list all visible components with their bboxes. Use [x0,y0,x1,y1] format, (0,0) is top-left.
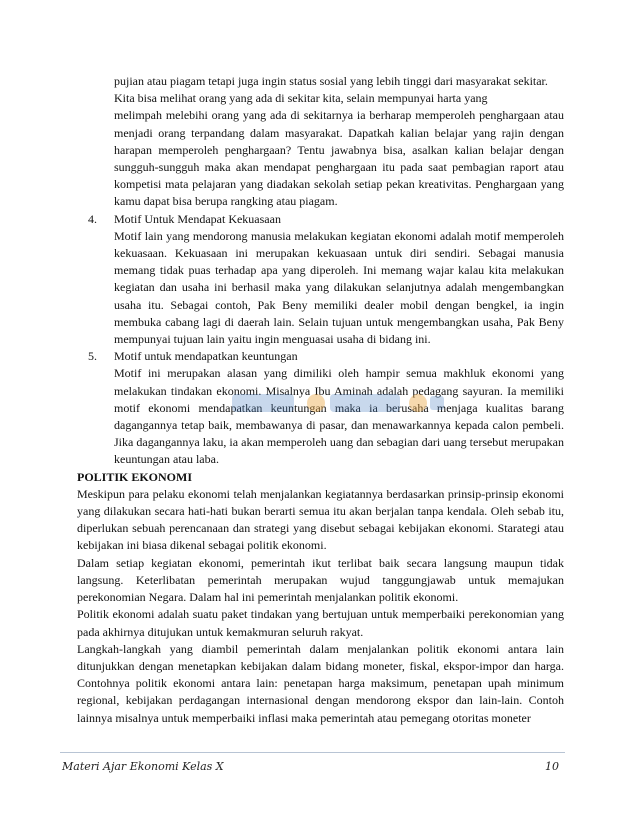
intro-line-2: Kita bisa melihat orang yang ada di sekitar kita, selain mempunyai harta yang [114,91,488,106]
footer-divider [60,752,565,753]
list-item-5 [88,348,564,468]
intro-block [114,73,564,211]
list-item-title: Motif Untuk Mendapat Kekuasaan [114,211,281,226]
section-paragraph: Politik ekonomi adalah suatu paket tindakan yang bertujuan untuk memperbaiki perekonomian yang pada akhirnya ditujukan untuk kemakmuran seluruh rakyat. [77,607,564,639]
section-paragraph: Dalam setiap kegiatan ekonomi, pemerintah ikut terlibat baik secara langsung maupun tidak langsung. Keterlibatan pemerintah merupakan wujud tanggungjawab untuk memajukan perekonomian Negara. Dalam hal ini pemerintah menjalankan politik ekonomi. [77,555,564,605]
section-heading: POLITIK EKONOMI [77,469,193,484]
list-item-4 [88,211,564,349]
list-item-title: Motif untuk mendapatkan keuntungan [114,349,298,364]
list-item-body: Motif ini merupakan alasan yang dimiliki oleh hampir semua makhluk ekonomi yang melakukan tindakan ekonomi. Misalnya Ibu Aminah adalah pedagang sayuran. Ia memiliki motif ekonomi mendapatkan keuntungan maka ia berusaha menjaga kualitas barang dagangannya tetap baik, membawanya di pasar, dan menawarkannya kepada calon pembeli. Jika dagangannya laku, ia akan memperoleh uang dan sebagian dari uang tersebut merupakan keuntungan atau laba. [114,366,564,467]
list-item-body: Motif lain yang mendorong manusia melakukan kegiatan ekonomi adalah motif memperoleh kekuasaan. Kekuasaan ini merupakan kekuasaan untuk diri sendiri. Sebagai manusia memang tidak puas terhadap apa yang diperoleh. Ini memang wajar kalau kita melakukan kegiatan dan usaha ini berhasil maka yang dilakukan selanjutnya adalah mengembangkan usaha itu. Sebagai contoh, Pak Beny memiliki dealer mobil dengan bengkel, ia ingin membuka cabang lagi di daerah lain. Selain tujuan untuk mengembangkan usaha, Pak Beny mempunyai tujuan lain yaitu ingin menguasai usaha di bidang ini. [114,228,564,347]
section-body [77,486,564,727]
page-number: 10 [545,760,559,773]
section-paragraph: Meskipun para pelaku ekonomi telah menjalankan kegiatannya berdasarkan prinsip-prinsip ekonomi yang dilakukan secara hati-hati bukan berarti semua itu akan berjalan tanpa kendala. Oleh sebab itu, diperlukan sebuah perencanaan dan strategi yang disebut sebagai kebijakan ekonomi. Starategi atau kebijakan ini biasa dikenal sebagai politik ekonomi. [77,486,564,553]
intro-line-1: pujian atau piagam tetapi juga ingin status sosial yang lebih tinggi dari masyarakat sekitar. [114,74,548,88]
list-number: 4. [88,211,97,226]
footer-title: Materi Ajar Ekonomi Kelas X [62,760,224,773]
page-content [77,73,564,727]
intro-line-3: melimpah melebihi orang yang ada di sekitarnya ia berharap memperoleh penghargaan atau menjadi orang terpandang dalam masyarakat. Dapatkah kalian belajar yang rajin dengan harapan memperoleh penghargaan? Tentu jawabnya bisa, asalkan kalian belajar dengan sungguh-sungguh maka akan mendapat penghargaan itu pada saat pembagian raport atau kompetisi mata pelajaran yang diadakan sekolah setiap pekan kreativitas. Penghargaan yang kamu dapat bisa berupa rangking atau piagam. [114,108,564,209]
section-paragraph: Langkah-langkah yang diambil pemerintah dalam menjalankan politik ekonomi antara lain ditunjukkan dengan menetapkan kebijakan dalam bidang moneter, fiskal, ekspor-impor dan harga. Contohnya politik ekonomi antara lain: penetapan harga maksimum, penetapan upah minimum regional, kebijakan perdagangan internasional dengan mendorong ekspor dan lain-lain. Contoh lainnya misalnya untuk memperbaiki inflasi maka pemerintah atau pemegang otoritas moneter [77,641,564,725]
list-number: 5. [88,349,97,364]
